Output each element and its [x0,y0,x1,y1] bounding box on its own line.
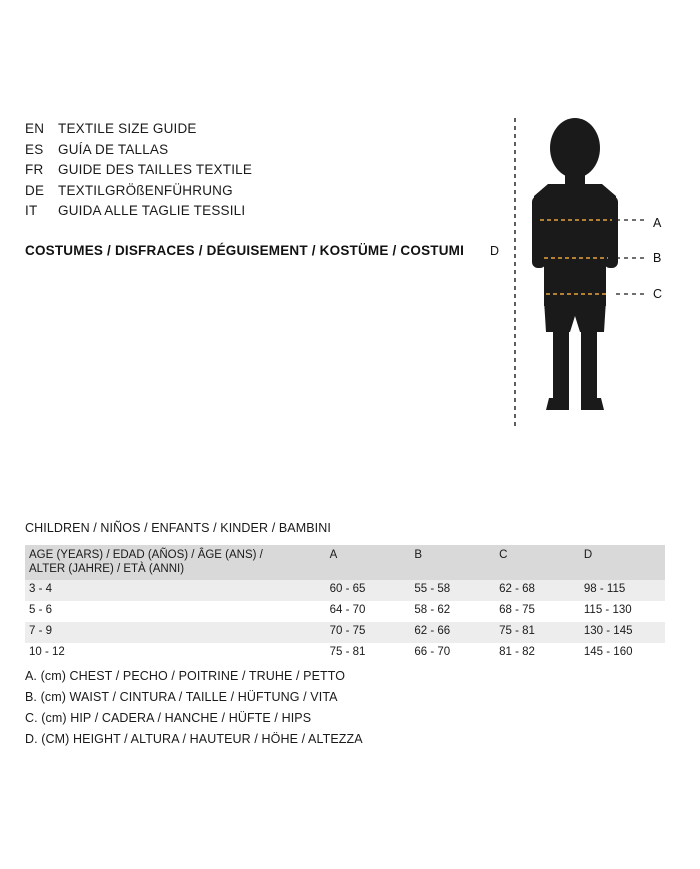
language-code-de: DE [25,182,45,198]
language-row-it [25,201,465,222]
language-code-fr: FR [25,162,44,177]
cell-a: 60 - 65 [326,580,411,601]
dimension-label-c: C [653,287,663,301]
figure-diagram [470,110,680,440]
legend-item-d: D. (CM) HEIGHT / ALTURA / HAUTEUR / HÖHE / ALTEZZA [25,732,363,746]
size-table-body [25,580,665,664]
silhouette-leg-left [553,328,569,400]
cell-c: 62 - 68 [495,580,580,601]
silhouette-head [550,118,600,178]
cell-c: 68 - 75 [495,601,580,622]
cell-d: 130 - 145 [580,622,665,643]
silhouette-arm-right [604,196,618,268]
costumes-subtitle: COSTUMES / DISFRACES / DÉGUISEMENT / KOSTÜME / COSTUMI [25,243,465,258]
header-age-label [25,545,326,580]
header-column-b: B [410,545,495,580]
cell-c: 81 - 82 [495,643,580,664]
silhouette-foot-left [546,398,569,410]
dimension-label-d: D [490,244,500,258]
language-row-fr [25,160,465,181]
legend-item-b: B. (cm) WAIST / CINTURA / TAILLE / HÜFTUNG / VITA [25,690,338,704]
silhouette-leg-right [581,328,597,400]
cell-age: 5 - 6 [25,601,326,622]
language-text-es: GUÍA DE TALLAS [58,141,169,157]
cell-a: 75 - 81 [326,643,411,664]
child-silhouette-icon [470,110,680,440]
measurement-legend [25,666,363,750]
table-row [25,601,665,622]
language-text-it: GUIDA ALLE TAGLIE TESSILI [58,203,246,218]
table-header-row [25,545,665,580]
cell-d: 115 - 130 [580,601,665,622]
cell-age: 7 - 9 [25,622,326,643]
size-table-head [25,545,665,580]
cell-b: 66 - 70 [410,643,495,664]
cell-b: 55 - 58 [410,580,495,601]
language-code-es: ES [25,141,44,157]
legend-item-c: C. (cm) HIP / CADERA / HANCHE / HÜFTE / HIPS [25,711,312,725]
silhouette-foot-right [581,398,604,410]
language-code-it: IT [25,203,38,218]
silhouette-neck [565,172,585,184]
language-text-de: TEXTILGRÖßENFÜHRUNG [58,182,233,198]
cell-a: 70 - 75 [326,622,411,643]
dimension-label-b: B [653,251,662,265]
language-row-de [25,181,465,202]
table-row [25,622,665,643]
language-code-en: EN [25,121,45,136]
header-age-line2: ALTER (JAHRE) / ETÀ (ANNI) [29,563,185,575]
cell-a: 64 - 70 [326,601,411,622]
language-header-block [25,119,465,222]
cell-b: 58 - 62 [410,601,495,622]
table-row [25,643,665,664]
header-age-line1: AGE (YEARS) / EDAD (AÑOS) / ÂGE (ANS) / [29,549,263,561]
language-text-en: TEXTILE SIZE GUIDE [58,121,197,136]
cell-age: 3 - 4 [25,580,326,601]
language-text-fr: GUIDE DES TAILLES TEXTILE [58,162,253,177]
header-column-a: A [326,545,411,580]
table-row [25,580,665,601]
cell-d: 145 - 160 [580,643,665,664]
silhouette-torso [534,184,616,306]
language-row-es [25,140,465,161]
cell-age: 10 - 12 [25,643,326,664]
cell-b: 62 - 66 [410,622,495,643]
legend-item-a: A. (cm) CHEST / PECHO / POITRINE / TRUHE / PETTO [25,669,346,683]
size-table [25,545,665,664]
table-group-title: CHILDREN / NIÑOS / ENFANTS / KINDER / BAMBINI [25,521,331,535]
header-column-c: C [495,545,580,580]
dimension-label-a: A [653,216,662,230]
header-column-d: D [580,545,665,580]
language-row-en [25,119,465,140]
silhouette-arm-left [532,196,546,268]
cell-c: 75 - 81 [495,622,580,643]
silhouette-shorts [544,300,606,332]
cell-d: 98 - 115 [580,580,665,601]
